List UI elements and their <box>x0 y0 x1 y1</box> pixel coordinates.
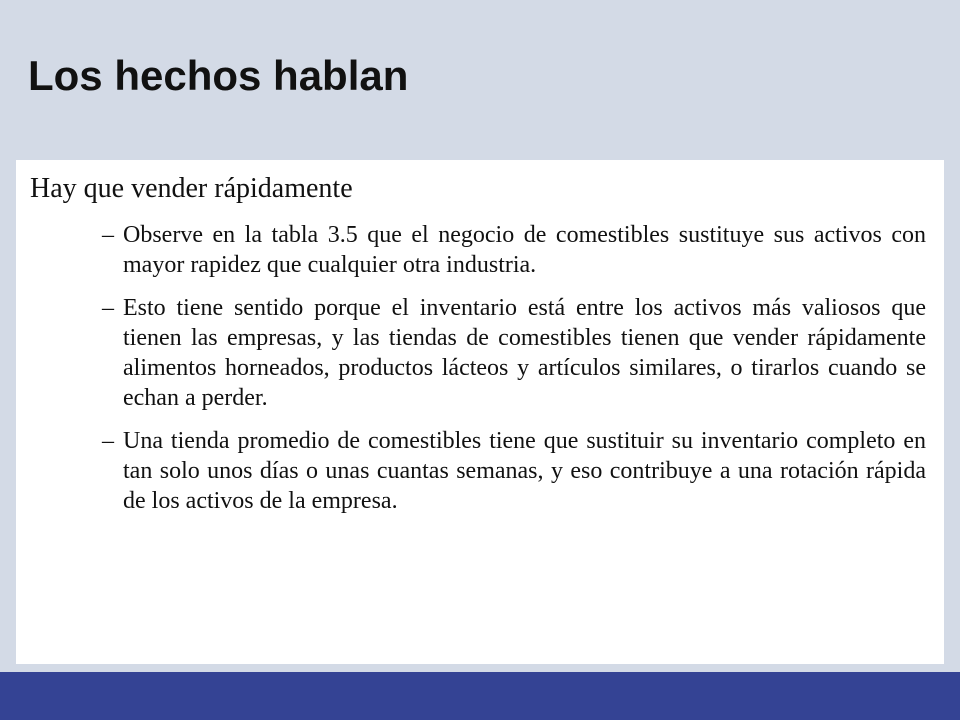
bullet-item <box>30 293 926 413</box>
footer-bar <box>0 672 960 720</box>
bullet-item <box>30 220 926 280</box>
bullet-text: Esto tiene sentido porque el inventario está entre los activos más valiosos que tienen las empresas, y las tiendas de comestibles tienen que vender rápidamente alimentos horneados, productos lácteos y artículos similares, o tirarlos cuando se echan a perder. <box>123 295 926 411</box>
content-panel <box>16 160 944 664</box>
bullet-item <box>30 426 926 516</box>
dash-marker: – <box>102 295 114 321</box>
bullet-list <box>30 220 926 516</box>
bullet-text: Una tienda promedio de comestibles tiene que sustituir su inventario completo en tan solo unos días o unas cuantas semanas, y eso contribuye a una rotación rápida de los activos de la empresa. <box>123 428 926 514</box>
slide-title: Los hechos hablan <box>28 52 409 99</box>
dash-marker: – <box>102 222 114 248</box>
dash-marker: – <box>102 428 114 454</box>
bullet-text: Observe en la tabla 3.5 que el negocio de comestibles sustituye sus activos con mayor rapidez que cualquier otra industria. <box>123 222 926 278</box>
section-heading: Hay que vender rápidamente <box>30 173 353 204</box>
